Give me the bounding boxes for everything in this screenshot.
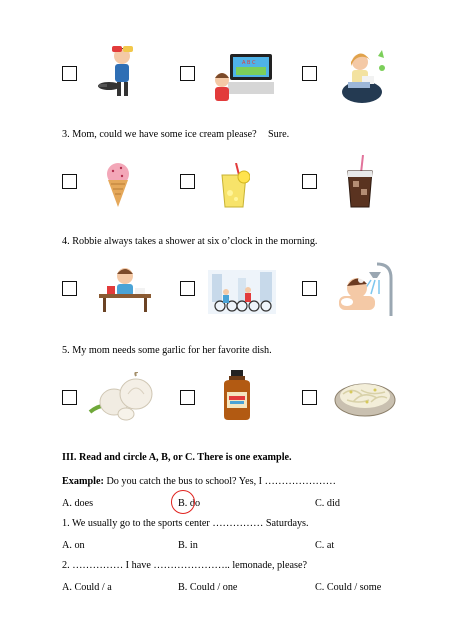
bean-sprouts-icon xyxy=(333,372,397,420)
item-2-option-c[interactable]: C. Could / some xyxy=(315,582,382,593)
checkbox-sauce[interactable] xyxy=(180,390,195,405)
item-1-option-b[interactable]: B. in xyxy=(178,540,198,551)
checkbox-bean-sprouts[interactable] xyxy=(302,390,317,405)
checkbox-garlic[interactable] xyxy=(62,390,77,405)
checkbox-cycling[interactable] xyxy=(180,281,195,296)
boy-studying-icon xyxy=(95,264,155,314)
girl-reading-icon xyxy=(340,48,390,104)
ice-cream-icon xyxy=(103,162,133,208)
checkbox-lemonade[interactable] xyxy=(180,174,195,189)
example-question: Do you catch the bus to school? Yes, I ………………… xyxy=(103,476,336,487)
item-1-option-a[interactable]: A. on xyxy=(62,540,85,551)
checkbox-iced-coffee[interactable] xyxy=(302,174,317,189)
question-4-text: 4. Robbie always takes a shower at six o’clock in the morning. xyxy=(62,236,318,247)
checkbox-reading[interactable] xyxy=(302,66,317,81)
svg-text:A B C: A B C xyxy=(242,60,256,66)
item-1-question: 1. We usually go to the sports center …………… Saturdays. xyxy=(62,518,309,529)
checkbox-studying[interactable] xyxy=(62,281,77,296)
example-option-a[interactable]: A. does xyxy=(62,498,94,509)
example-option-b[interactable]: B. do xyxy=(178,498,201,509)
item-2-option-a[interactable]: A. Could / a xyxy=(62,582,112,593)
tv-watching-icon xyxy=(210,52,275,104)
boy-showering-icon xyxy=(333,262,395,316)
checkbox-showering[interactable] xyxy=(302,281,317,296)
item-1-option-c[interactable]: C. at xyxy=(315,540,335,551)
lemonade-icon xyxy=(218,163,250,209)
example-option-c[interactable]: C. did xyxy=(315,498,340,509)
sauce-jar-icon xyxy=(220,370,254,420)
question-3-text: 3. Mom, could we have some ice cream please? xyxy=(62,129,257,140)
cycling-family-icon xyxy=(208,270,276,314)
iced-coffee-icon xyxy=(345,155,375,210)
example-line xyxy=(62,476,336,488)
checkbox-tv[interactable] xyxy=(180,66,195,81)
garlic-icon xyxy=(88,372,160,422)
cooking-girl-icon xyxy=(95,42,145,102)
question-5-text: 5. My mom needs some garlic for her favorite dish. xyxy=(62,345,272,356)
item-2-option-b[interactable]: B. Could / one xyxy=(178,582,238,593)
section-3-title: III. Read and circle A, B, or C. There is one example. xyxy=(62,452,292,463)
example-label: Example: xyxy=(62,476,104,487)
checkbox-ice-cream[interactable] xyxy=(62,174,77,189)
checkbox-cooking[interactable] xyxy=(62,66,77,81)
example-answer-circle xyxy=(171,490,195,514)
item-2-question: 2. …………… I have ………………….. lemonade, please? xyxy=(62,560,308,571)
question-3-answer: Sure. xyxy=(268,129,290,140)
